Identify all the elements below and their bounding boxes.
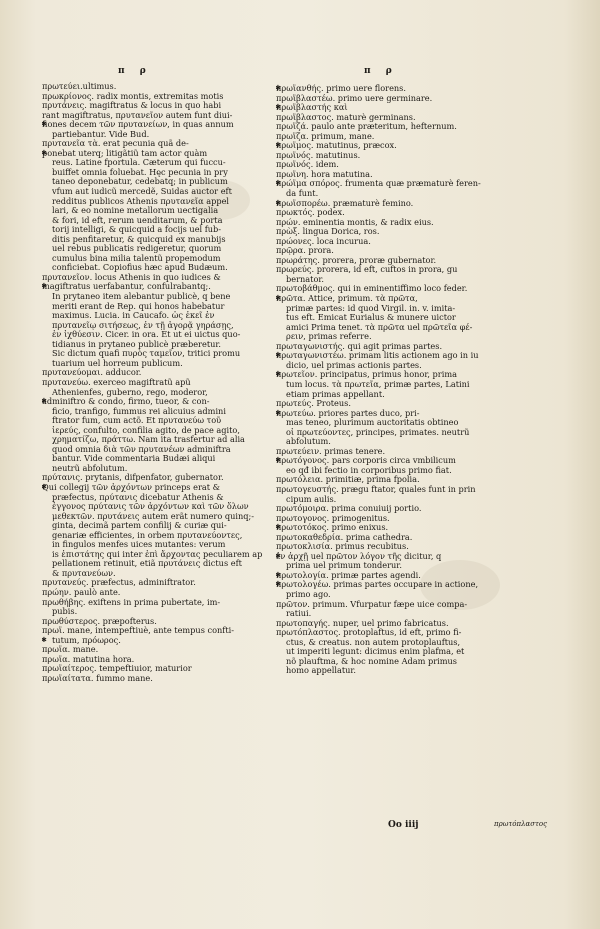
dictionary-line: πρωΐα. mane.	[42, 645, 99, 655]
dictionary-line: & fori, id eft, rerum uenditarum, & porta	[52, 215, 223, 225]
dictionary-line: μεθεκτῶν. πρυτάνεις autem erãt numero quinq;-	[52, 511, 255, 521]
dictionary-line: πρῷρα. prora.	[276, 246, 334, 256]
dictionary-line: πρωτόπλαστος. protoplaftus, id eft, primo fi-	[276, 628, 462, 638]
dictionary-line: & πρυτανεύων.	[52, 568, 116, 578]
dictionary-line: primæ partes: id quod Virgil. in. v. imita-	[286, 303, 456, 313]
dictionary-line: ρειν, primas referre.	[286, 332, 372, 342]
dictionary-line: πρωτόμοιρα. prima conuiuij portio.	[276, 504, 422, 514]
dictionary-line: πρώην. paulò ante.	[42, 587, 121, 597]
dictionary-line: tidianus in prytaneo publicè præberetur.	[52, 339, 221, 349]
dictionary-line: πρωράτης. prorera, proræ gubernator.	[276, 255, 437, 265]
dictionary-line: πρύτανις. prytanis, difpenfator, gubernator.	[42, 473, 224, 483]
dictionary-line: ✱ πρωτοτόκος. primo enixus.	[276, 523, 566, 533]
dictionary-line: πρωτεύει.ultimus.	[42, 82, 117, 91]
dictionary-line: ✱ fiones decem τῶν πρυτανείων, in quas annum	[42, 120, 300, 130]
dictionary-line: πρωθήβης. exiftens in prima pubertate, im-	[42, 597, 221, 607]
dictionary-line: ✱ tutum, πρόωρος.	[42, 636, 300, 646]
dictionary-line: ἐν ἰχθύεσιν. Cicer. in ora. Et ut ei uictus quo-	[52, 330, 241, 340]
dictionary-line: torij intelligi, & quicquid a focijs uel fub-	[52, 225, 222, 235]
dictionary-line: ἐγγονος πρύτανις τῶν ἀρχόντων καὶ τῶν ὅλων	[52, 502, 249, 512]
dictionary-line: pubis.	[52, 607, 78, 617]
dictionary-line: ✱ πρωτεύω. priores partes duco, pri-	[276, 409, 566, 419]
dictionary-line: ✱ πρῶτα. Attice, primum. τὰ πρῶτα,	[276, 294, 566, 304]
dictionary-line: ditis penfitaretur, & quicquid ex manubijs	[52, 234, 226, 244]
dictionary-line: in fingulos menfes uices mutantes: verum	[52, 540, 226, 550]
dictionary-line: πρωτογευστής. prægu ftator, quales funt in prin	[276, 484, 476, 494]
dictionary-line: tuarium uel horreum publicum.	[52, 358, 183, 368]
dictionary-line: πρὼξ. lingua Dorica, ros.	[276, 227, 380, 237]
dictionary-line: lari, & eo nomine metallorum uectigalia	[52, 206, 219, 216]
dictionary-line: πρωΐζα. primum, mane.	[276, 131, 375, 141]
dictionary-line: ✱ πρωϊβλαστής καὶ	[276, 103, 566, 113]
dictionary-line: πρωκτός. podex.	[276, 208, 345, 218]
dictionary-line: χρηματίζω, πράττω. Nam ita trasfertur ad alia	[52, 435, 245, 445]
dictionary-line: πρυτανεύω. exerceo magiftratũ apũ	[42, 377, 191, 387]
dictionary-line: tum locus. τὰ πρωτεῖα, primæ partes, Latini	[286, 379, 470, 389]
dictionary-line: πρωϊβλαστέω. primo uere germinare.	[276, 93, 433, 103]
dictionary-line: bantur. Vide commentaria Budæi aliqui	[52, 454, 216, 464]
dictionary-line: ✱ πρώϊμα σπόρος. frumenta quæ præmaturè feren-	[276, 179, 566, 189]
running-head-left: π ρ	[118, 66, 152, 76]
dictionary-line: πρών. eminentia montis, & radix eius.	[276, 217, 434, 227]
dictionary-line: præfectus, πρύτανις dicebatur Athenis &	[52, 492, 224, 502]
dictionary-line: πρωτεύειν. primas tenere.	[276, 446, 386, 456]
dictionary-line: πρωΐ. mane, intempeftiuè, ante tempus confti-	[42, 626, 234, 636]
dictionary-line: ✱ ponebat uterq; litigãtiũ tam actor quàm	[42, 149, 300, 159]
dictionary-line: is ἐπιστάτης qui inter ἐπὶ ἄρχοντας peculiarem ap	[52, 549, 263, 559]
dictionary-line: πρυτανεῖον. locus Athenis in quo iudices &	[42, 272, 221, 282]
page-footer	[0, 820, 600, 834]
dictionary-line: nõ plauftma, & hoc nomine Adam primus	[286, 656, 457, 666]
dictionary-line: πρυτανεῖα τὰ. erat pecunia quã de-	[42, 139, 189, 149]
dictionary-line: ✱ ἐν ἀρχῇ uel πρῶτον λόγον τῆς dicitur, q	[276, 552, 566, 562]
dictionary-line: vfum aut iudicũ mercedẽ, Suidas auctor eft	[52, 187, 232, 197]
dictionary-line: ratiui.	[286, 609, 312, 619]
dictionary-line: πρώονες. loca incurua.	[276, 236, 371, 246]
dictionary-line: πρωτοκαθεδρία. prima cathedra.	[276, 532, 413, 542]
dictionary-line: meriti erant de Rep. qui honos habebatur	[52, 301, 225, 311]
dictionary-line: Sic dictum quafi πυρὸς ταμεῖον, tritici promu	[52, 349, 241, 359]
dictionary-line: πρυτάνεις. magiftratus & locus in quo habi	[42, 101, 222, 111]
dictionary-line: reus. Latine fportula. Cæterum qui fuccu-	[52, 158, 226, 168]
dictionary-line: dicio, uel primas actionis partes.	[286, 360, 422, 370]
dictionary-line: πρωΐα. matutina hora.	[42, 654, 135, 664]
dictionary-line: da funt.	[286, 189, 319, 199]
dictionary-line: redditus publicos Athenis πρυτανεῖα appel	[52, 196, 230, 206]
dictionary-line: conficiebat. Copiofius hæc apud Budæum.	[52, 263, 228, 273]
dictionary-line: πρωϊνός. idem.	[276, 160, 339, 170]
dictionary-line: neutrũ abfolutum.	[52, 463, 128, 473]
dictionary-line: ginta, decimã partem confilij & curiæ qui-	[52, 521, 227, 531]
dictionary-line: ftrator fum, cum actõ. Et πρυτανεύω τοῦ	[52, 416, 222, 426]
dictionary-line: ✱ Qui collegij τῶν ἀρχόντων princeps erat &	[42, 483, 300, 493]
dictionary-line: ✱ πρωϊμος. matutinus, præcox.	[276, 141, 566, 151]
dictionary-line: rant magiftratus, πρυτανεῖον autem funt diui-	[42, 110, 233, 120]
dictionary-line: ✱ πρωτεῖον. principatus, primus honor, prima	[276, 370, 566, 380]
dictionary-line: πρωτόλεια. primitiæ, prima fpolia.	[276, 475, 420, 485]
dictionary-line: primo ago.	[286, 589, 331, 599]
dictionary-line: ✱ πρωϊανθής. primo uere florens.	[276, 84, 566, 94]
right-column	[276, 84, 566, 676]
dictionary-line: πρωϊβλαστος. maturè germinans.	[276, 112, 416, 122]
dictionary-line: In prytaneo item alebantur publicè, q bene	[52, 292, 231, 302]
dictionary-line: genariæ efficientes, in orbem πρυτανεύοντες,	[52, 530, 243, 540]
dictionary-line: πρωτοκλισία. primus recubitus.	[276, 542, 409, 552]
dictionary-line: ✱ πρωταγωνιστέω. primam litis actionem ago in iu	[276, 351, 566, 361]
dictionary-line: πρωϊαίτατα. fummo mane.	[42, 673, 153, 683]
dictionary-line: uel rebus publicatis redigeretur, quorum	[52, 244, 222, 254]
dictionary-line: prima uel primum tonderur.	[286, 561, 402, 571]
dictionary-line: pellationem retinuit, etiã πρυτάνεις dictus eft	[52, 559, 242, 569]
dictionary-line: πρυτανεύς. præfectus, adminiftrator.	[42, 578, 196, 588]
dictionary-line: οἱ πρωτεύοντες, principes, primates. neutrũ	[286, 427, 470, 437]
dictionary-line: maximus. Lucia. in Caucafo. ὡς ἐκεῖ ἐν	[52, 311, 215, 321]
dictionary-line: buiffet omnia foluebat. Hęc pecunia in pry	[52, 167, 228, 177]
dictionary-line: cipum aulis.	[286, 494, 337, 504]
dictionary-line: amici Prima tenet. τὰ πρῶτα uel πρῶτεῖα φέ-	[286, 322, 473, 332]
dictionary-line: mas teneo, plurimum auctoritatis obtineo	[286, 418, 459, 428]
dictionary-line: ✱ πρωϊσπορέω. præmaturè femino.	[276, 199, 566, 209]
dictionary-line: quod omnia διὰ τῶν πρυτανέων adminiftra	[52, 444, 231, 454]
dictionary-line: πρωϊαίτερος. tempeftiuior, maturior	[42, 664, 192, 674]
dictionary-line: etiam primas appellant.	[286, 389, 385, 399]
dictionary-line: πρωταγωνιστής. qui agit primas partes.	[276, 341, 443, 351]
dictionary-line: eo qđ ibi fectio in corporibus primo fiat.	[286, 465, 452, 475]
dictionary-line: ctus, & creatus. non autem protoplauftus,	[286, 637, 461, 647]
dictionary-line: πρωΐνη. hora matutina.	[276, 169, 373, 179]
dictionary-line: homo appellatur.	[286, 666, 357, 676]
dictionary-line: πρωϊζά. paulo ante præteritum, hefternum.	[276, 122, 457, 132]
dictionary-line: πρωκρίονος. radix montis, extremitas motis	[42, 91, 224, 101]
dictionary-line: ✱ adminiftro & condo, firmo, tueor, & con-	[42, 397, 300, 407]
dictionary-line: ✱ πρωτόγονος. pars corporis circa vmbilicum	[276, 456, 566, 466]
dictionary-line: πρωτοβάθμος. qui in eminentiffimo loco feder.	[276, 284, 468, 294]
signature-mark: Oo iiij	[388, 820, 419, 830]
dictionary-line: ✱ πρωτολογέω. primas partes occupare in actione,	[276, 580, 566, 590]
dictionary-line: πρωτογονος. primogenitus.	[276, 513, 390, 523]
running-headers	[0, 66, 600, 80]
dictionary-line: πρωρεύς. prorera, id eft, cuftos in prora, gu	[276, 265, 458, 275]
catchword: πρωτόπλαστος	[494, 820, 548, 828]
dictionary-line: cumulus bina milia talentũ propemodum	[52, 253, 221, 263]
dictionary-line: ficio, tranfigo, fummus rei alicuius admini	[52, 406, 226, 416]
dictionary-line: tus eft. Emicat Eurialus & munere uictor	[286, 313, 456, 323]
running-head-right: π ρ	[364, 66, 398, 76]
dictionary-line: πρωϊνός. matutinus.	[276, 150, 361, 160]
dictionary-line: πρωθύστερος. præpofterus.	[42, 616, 157, 626]
left-column	[42, 82, 300, 683]
dictionary-line: ut imperiti legunt: dicimus enim plafma, et	[286, 647, 465, 657]
dictionary-line: partiebantur. Vide Bud.	[52, 129, 150, 139]
dictionary-line: πρῶτον. primum. Vfurpatur fæpe uice compa-	[276, 599, 468, 609]
dictionary-line: bernator.	[286, 274, 324, 284]
dictionary-line: taneo deponebatur, cedebatq; in publicum	[52, 177, 228, 187]
dictionary-line: ἱερεύς, confulto, confilia agito, de pace agito,	[52, 425, 240, 435]
dictionary-line: πρυτανεῖῳ σιτήσεως, ἐν τῇ ἀγορᾷ γηράσῃς,	[52, 320, 234, 330]
dictionary-line: πρωτεύς. Proteus.	[276, 399, 351, 409]
dictionary-line: Athenienfes, guberno, rego, moderor,	[52, 387, 208, 397]
dictionary-line: ✱ πρωτολογία. primæ partes agendi.	[276, 571, 566, 581]
dictionary-line: ✱ magiftratus uerfabantur, confulrabantq;.	[42, 282, 300, 292]
dictionary-line: abfolutum.	[286, 437, 331, 447]
dictionary-line: πρυτανεύομαι. adducor.	[42, 368, 142, 378]
dictionary-line: πρωτοπαγής. nuper, uel primo fabricatus.	[276, 618, 449, 628]
